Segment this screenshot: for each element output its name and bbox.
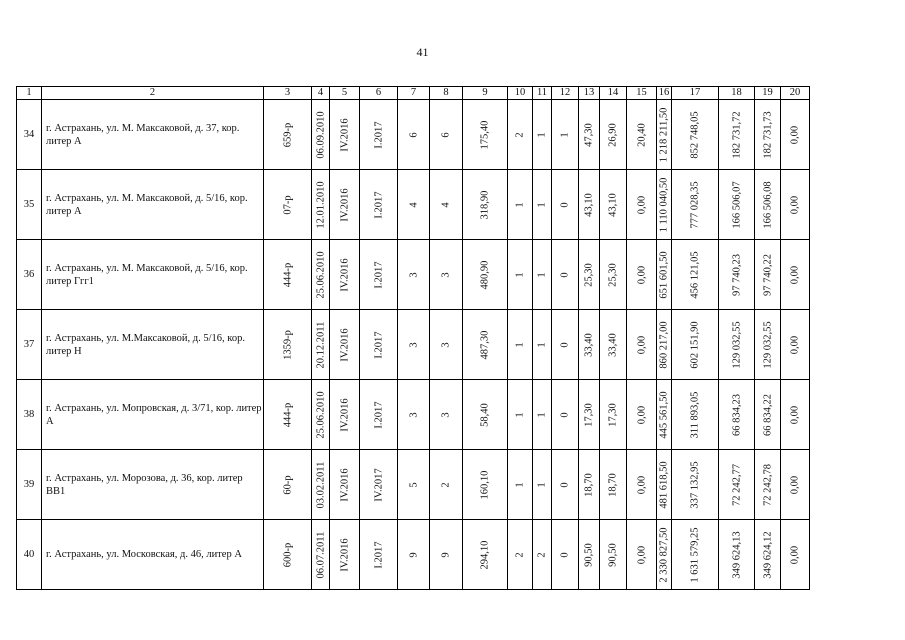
cell-c14 [600,450,627,520]
cell-c4 [312,450,330,520]
cell-c16 [657,380,672,450]
cell-value: 602 151,90 [689,320,701,369]
cell-value: 3 [408,411,419,418]
cell-value: 43,10 [607,192,619,217]
cell-c9 [463,520,508,590]
table-row [17,520,810,590]
cell-value: 1 631 579,25 [689,526,701,583]
cell-value: I.2017 [373,120,384,149]
cell-c4 [312,380,330,450]
cell-value: 60-р [282,474,293,495]
cell-c18 [719,310,755,380]
cell-c10 [508,520,533,590]
header-cell: 15 [627,87,657,100]
cell-value: 444-р [282,402,293,427]
cell-value: 166 506,07 [731,180,742,229]
cell-value: 20,40 [636,122,647,147]
cell-value: 0,00 [636,475,647,494]
cell-c11 [533,240,552,310]
cell-value: 3 [440,411,452,418]
cell-c13 [579,520,600,590]
cell-c14 [600,100,627,170]
cell-c7 [398,380,430,450]
cell-c17 [672,450,719,520]
cell-c4 [312,100,330,170]
cell-c17 [672,100,719,170]
cell-c3 [264,380,312,450]
header-cell: 8 [430,87,463,100]
cell-c20 [781,450,810,520]
header-cell: 2 [42,87,264,100]
header-cell: 19 [755,87,781,100]
cell-c3 [264,170,312,240]
cell-value: 26,90 [607,122,619,147]
cell-value: 1 [514,341,526,348]
cell-value: 03.02.2011 [315,461,326,508]
cell-c6 [360,380,398,450]
cell-value: I.2017 [373,330,384,359]
cell-value: 1 [536,411,548,418]
cell-c6 [360,240,398,310]
cell-c19 [755,170,781,240]
cell-value: 12.01.2010 [315,180,326,229]
cell-value: 1 [536,481,548,488]
cell-value: 72 242,77 [731,463,742,506]
header-cell: 18 [719,87,755,100]
cell-c11 [533,520,552,590]
cell-c14 [600,240,627,310]
cell-value: 3 [440,271,452,278]
cell-c9 [463,310,508,380]
cell-value: 1 [514,411,526,418]
cell-value: 2 330 827,50 [658,526,670,583]
header-cell: 17 [672,87,719,100]
header-cell: 6 [360,87,398,100]
cell-value: 0 [559,201,571,208]
cell-value: 600-р [282,542,293,567]
cell-value: 0,00 [789,405,801,424]
cell-value: 311 893,05 [689,391,701,438]
cell-c18 [719,100,755,170]
cell-c18 [719,380,755,450]
cell-value: 0,00 [789,265,801,284]
cell-value: 2 [536,551,548,558]
cell-value: 651 601,50 [658,250,670,299]
cell-value: 481 618,50 [658,460,670,509]
cell-value: 129 032,55 [762,320,773,369]
cell-value: 4 [440,201,452,208]
cell-c15 [627,310,657,380]
cell-value: 349 624,13 [731,530,742,579]
cell-c14 [600,170,627,240]
cell-value: IV.2016 [339,257,350,292]
cell-value: IV.2017 [373,467,384,502]
header-cell: 14 [600,87,627,100]
cell-c5 [330,520,360,590]
cell-value: 0 [559,481,571,488]
cell-c16 [657,100,672,170]
cell-c13 [579,100,600,170]
cell-c15 [627,450,657,520]
cell-value: 33,40 [583,332,595,357]
table-row [17,170,810,240]
cell-value: 0,00 [636,335,647,354]
cell-value: 9 [440,551,452,558]
cell-c13 [579,170,600,240]
cell-value: 659-р [282,122,293,147]
cell-c19 [755,100,781,170]
cell-c7 [398,100,430,170]
cell-c17 [672,310,719,380]
cell-value: 72 242,78 [762,463,773,506]
cell-c5 [330,380,360,450]
cell-c13 [579,380,600,450]
cell-value: 90,50 [583,542,595,567]
cell-c7 [398,450,430,520]
cell-value: 1 [514,271,526,278]
cell-c12 [552,450,579,520]
cell-c3 [264,240,312,310]
cell-c8 [430,310,463,380]
cell-value: 17,30 [607,402,619,427]
cell-c8 [430,100,463,170]
cell-c15 [627,170,657,240]
cell-c11 [533,380,552,450]
header-cell: 1 [17,87,42,100]
cell-c9 [463,450,508,520]
cell-value: 337 132,95 [689,460,701,509]
cell-c3 [264,310,312,380]
address-cell: г. Астрахань, ул. М. Максаковой, д. 37, кор. литер А [42,100,264,170]
cell-value: 97 740,23 [731,253,742,296]
cell-value: 166 506,08 [762,180,773,229]
cell-c18 [719,450,755,520]
cell-value: 43,10 [583,192,595,217]
address-cell: г. Астрахань, ул. Морозова, д. 36, кор. литер ВВ1 [42,450,264,520]
cell-value: 25.06.2010 [315,390,326,439]
cell-c10 [508,170,533,240]
header-cell: 5 [330,87,360,100]
cell-value: 06.09.2010 [315,110,326,159]
cell-c9 [463,240,508,310]
cell-c5 [330,170,360,240]
cell-value: IV.2016 [339,327,350,362]
cell-c11 [533,100,552,170]
cell-c16 [657,450,672,520]
cell-c7 [398,170,430,240]
cell-c10 [508,240,533,310]
cell-value: 0 [559,411,571,418]
cell-value: 1 [536,131,548,138]
cell-c12 [552,170,579,240]
cell-c19 [755,240,781,310]
cell-c4 [312,310,330,380]
cell-c5 [330,310,360,380]
cell-value: 182 731,73 [762,110,773,159]
cell-value: 1 [559,131,571,138]
cell-c4 [312,170,330,240]
cell-c15 [627,240,657,310]
cell-c15 [627,380,657,450]
cell-value: 1 [536,271,548,278]
cell-value: 349 624,12 [762,530,773,579]
cell-c6 [360,170,398,240]
header-row [17,87,810,100]
cell-c8 [430,170,463,240]
header-cell: 7 [398,87,430,100]
cell-value: 17,30 [583,402,595,427]
cell-value: 33,40 [607,332,619,357]
cell-c6 [360,450,398,520]
cell-c18 [719,170,755,240]
cell-value: 0 [559,341,571,348]
cell-value: IV.2016 [339,187,350,222]
cell-c9 [463,170,508,240]
cell-c11 [533,170,552,240]
cell-value: 0,00 [789,335,801,354]
cell-c4 [312,240,330,310]
header-cell: 11 [533,87,552,100]
cell-value: 0,00 [636,545,647,564]
cell-value: 0,00 [636,195,647,214]
header-cell: 20 [781,87,810,100]
address-cell: г. Астрахань, ул. М.Максаковой, д. 5/16, кор. литер Н [42,310,264,380]
cell-c12 [552,310,579,380]
row-number: 39 [17,450,42,520]
cell-c10 [508,100,533,170]
cell-value: 444-р [282,262,293,287]
cell-value: 25,30 [583,262,595,287]
cell-value: IV.2016 [339,117,350,152]
cell-c9 [463,100,508,170]
cell-value: 06.07.2011 [315,531,326,578]
cell-value: 25.06.2010 [315,250,326,299]
cell-value: 66 834,23 [731,393,742,436]
cell-value: 182 731,72 [731,110,742,159]
cell-c17 [672,380,719,450]
header-cell: 13 [579,87,600,100]
cell-value: 6 [440,131,452,138]
cell-c12 [552,380,579,450]
cell-c13 [579,240,600,310]
cell-value: 25,30 [607,262,619,287]
cell-value: 2 [514,131,526,138]
cell-c10 [508,380,533,450]
cell-c12 [552,240,579,310]
cell-c8 [430,520,463,590]
cell-value: 777 028,35 [689,180,701,229]
cell-value: 3 [408,341,419,348]
cell-c20 [781,520,810,590]
header-cell: 16 [657,87,672,100]
cell-value: 0 [559,551,571,558]
cell-c13 [579,310,600,380]
cell-value: I.2017 [373,400,384,429]
cell-c19 [755,450,781,520]
cell-c7 [398,240,430,310]
cell-value: 1359-р [282,329,293,360]
cell-value: 0,00 [789,195,801,214]
register-table [16,86,810,590]
cell-value: 97 740,22 [762,253,773,296]
cell-c20 [781,240,810,310]
cell-c8 [430,450,463,520]
cell-value: 3 [440,341,452,348]
cell-c17 [672,240,719,310]
row-number: 34 [17,100,42,170]
cell-c13 [579,450,600,520]
cell-c15 [627,520,657,590]
cell-c19 [755,380,781,450]
cell-value: 0,00 [789,125,801,144]
cell-c3 [264,100,312,170]
cell-c5 [330,240,360,310]
cell-value: 294,10 [479,540,491,569]
cell-c12 [552,100,579,170]
cell-c17 [672,520,719,590]
cell-c8 [430,380,463,450]
cell-c10 [508,450,533,520]
table-row [17,310,810,380]
row-number: 40 [17,520,42,590]
address-cell: г. Астрахань, ул. М. Максаковой, д. 5/16, кор. литер Ггг1 [42,240,264,310]
cell-value: 852 748,05 [689,110,701,159]
header-cell: 3 [264,87,312,100]
cell-value: 0,00 [636,405,647,424]
cell-value: 1 110 040,50 [658,177,670,232]
cell-value: I.2017 [373,190,384,219]
cell-value: 3 [408,271,419,278]
table-row [17,380,810,450]
cell-value: IV.2016 [339,467,350,502]
cell-value: 487,30 [479,330,491,359]
cell-c20 [781,310,810,380]
cell-c20 [781,100,810,170]
cell-c18 [719,520,755,590]
header-cell: 10 [508,87,533,100]
cell-value: 6 [408,131,419,138]
cell-c4 [312,520,330,590]
header-cell: 12 [552,87,579,100]
cell-c5 [330,450,360,520]
cell-c16 [657,520,672,590]
cell-c3 [264,450,312,520]
row-number: 35 [17,170,42,240]
cell-c17 [672,170,719,240]
cell-value: 4 [408,201,419,208]
cell-c11 [533,450,552,520]
address-cell: г. Астрахань, ул. М. Максаковой, д. 5/16, кор. литер А [42,170,264,240]
cell-c20 [781,170,810,240]
cell-value: 18,70 [607,472,619,497]
row-number: 38 [17,380,42,450]
cell-c19 [755,520,781,590]
cell-value: 129 032,55 [731,320,742,369]
cell-value: 2 [514,551,526,558]
cell-c5 [330,100,360,170]
cell-value: 445 561,50 [658,390,670,439]
row-number: 37 [17,310,42,380]
cell-c6 [360,310,398,380]
cell-c8 [430,240,463,310]
cell-c7 [398,310,430,380]
cell-value: 456 121,05 [689,250,701,299]
cell-value: 160,10 [479,470,491,499]
cell-value: 47,30 [583,122,595,147]
header-cell: 4 [312,87,330,100]
cell-value: 18,70 [583,472,595,497]
cell-value: 318,90 [479,190,491,219]
cell-c6 [360,520,398,590]
cell-value: 66 834,22 [762,393,773,436]
cell-value: 2 [440,481,452,488]
cell-value: 0,00 [636,265,647,284]
cell-value: 480,90 [479,260,491,289]
cell-c11 [533,310,552,380]
cell-value: I.2017 [373,260,384,289]
cell-c20 [781,380,810,450]
cell-c14 [600,520,627,590]
cell-value: 1 [514,201,526,208]
table-row [17,450,810,520]
row-number: 36 [17,240,42,310]
cell-value: 1 [514,481,526,488]
cell-value: 1 218 211,50 [658,107,670,162]
address-cell: г. Астрахань, ул. Мопровская, д. 3/71, кор. литер А [42,380,264,450]
cell-value: 0 [559,271,571,278]
cell-c16 [657,170,672,240]
cell-c14 [600,310,627,380]
cell-value: 9 [408,551,419,558]
cell-value: 175,40 [479,120,491,149]
header-cell: 9 [463,87,508,100]
address-cell: г. Астрахань, ул. Московская, д. 46, литер А [42,520,264,590]
cell-value: IV.2016 [339,397,350,432]
cell-c9 [463,380,508,450]
cell-c16 [657,310,672,380]
cell-c18 [719,240,755,310]
page-number: 41 [416,45,429,59]
cell-value: 5 [408,481,419,488]
cell-value: 1 [536,341,548,348]
cell-c15 [627,100,657,170]
table-row [17,100,810,170]
cell-value: 0,00 [789,545,801,564]
cell-value: 20.12.2011 [315,321,326,368]
cell-c6 [360,100,398,170]
cell-c19 [755,310,781,380]
cell-value: 860 217,00 [658,320,670,369]
cell-value: I.2017 [373,540,384,569]
cell-c3 [264,520,312,590]
cell-c16 [657,240,672,310]
cell-value: 58,40 [479,402,491,427]
cell-c10 [508,310,533,380]
cell-value: 90,50 [607,542,619,567]
cell-value: 1 [536,201,548,208]
cell-c12 [552,520,579,590]
table-row [17,240,810,310]
cell-value: 0,00 [789,475,801,494]
cell-c7 [398,520,430,590]
cell-value: IV.2016 [339,537,350,572]
cell-value: 07-р [282,194,293,215]
cell-c14 [600,380,627,450]
